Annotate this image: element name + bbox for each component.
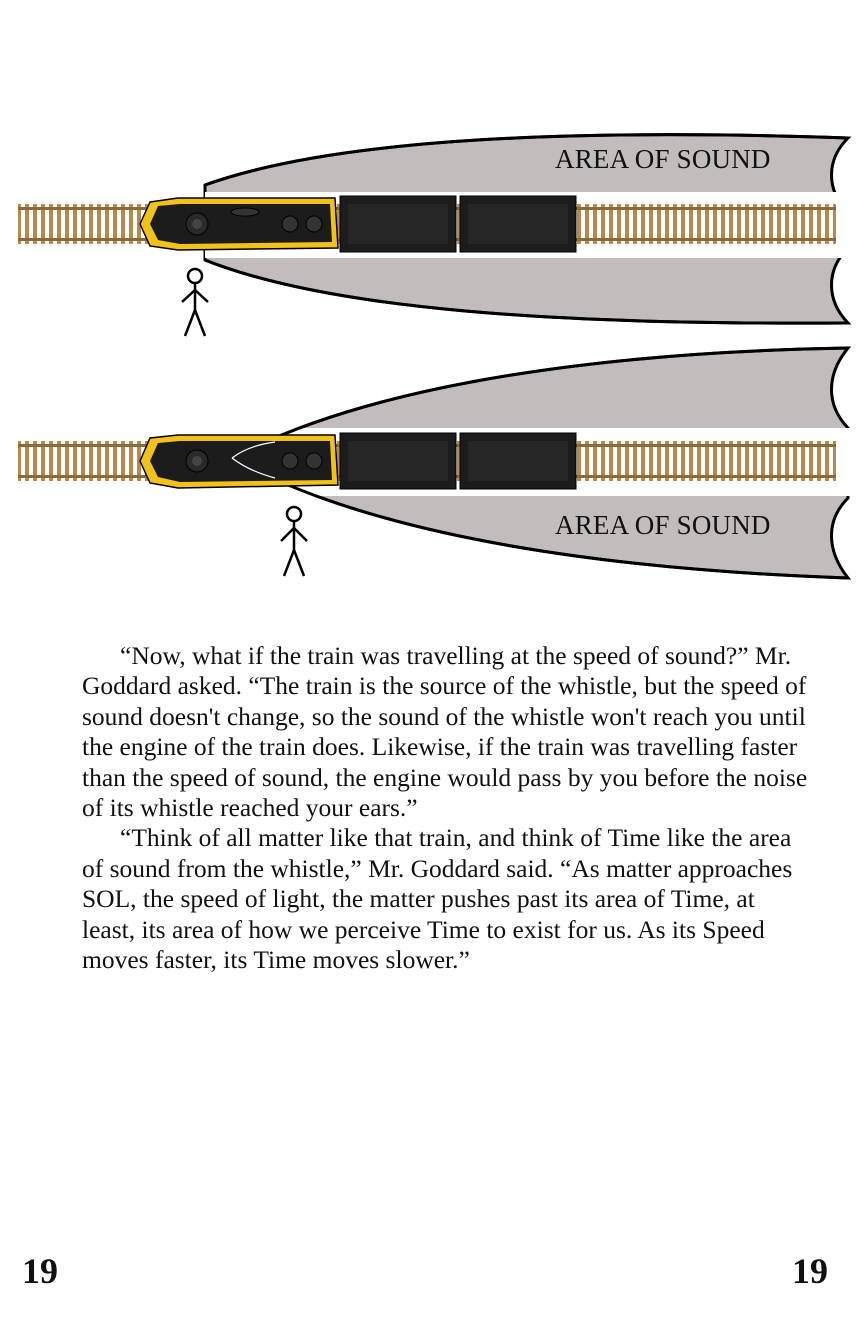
figure-train-subsonic (0, 120, 860, 340)
freight-car-2 (460, 196, 576, 252)
sound-area-label-bottom: AREA OF SOUND (555, 510, 771, 540)
paragraph-1: “Now, what if the train was travelling at the speed of sound?” Mr. Goddard asked. “The train is the source of the whistle, but the speed of sound doesn't change, so the sound of the whistle won't reach you until the engine of the train does. Likewise, if the train was travelling faster than the speed of sound, the engine would pass by you before the noise of its whistle reached your ears.” (82, 641, 808, 823)
paragraph-2: “Think of all matter like that train, and think of Time like the area of sound from the whistle,” Mr. Goddard said. “As matter approaches SOL, the speed of light, the matter pushes past its area of Time, at least, its area of how we perceive Time to exist for us. As its Speed moves faster, its Time moves slower.” (82, 823, 793, 975)
freight-car-1 (340, 196, 456, 252)
train-diagram-bottom (0, 340, 860, 590)
stick-figure-observer (281, 507, 307, 576)
locomotive (140, 198, 338, 250)
freight-car-1 (340, 433, 456, 489)
page-number-right: 19 (792, 1251, 828, 1291)
story-text (82, 641, 812, 975)
page-number-left: 19 (22, 1251, 58, 1291)
stick-figure-observer (182, 269, 208, 336)
locomotive (140, 435, 338, 488)
figure-train-speed-of-sound (0, 340, 860, 590)
sound-area-label-top: AREA OF SOUND (555, 144, 771, 174)
freight-car-2 (460, 433, 576, 489)
